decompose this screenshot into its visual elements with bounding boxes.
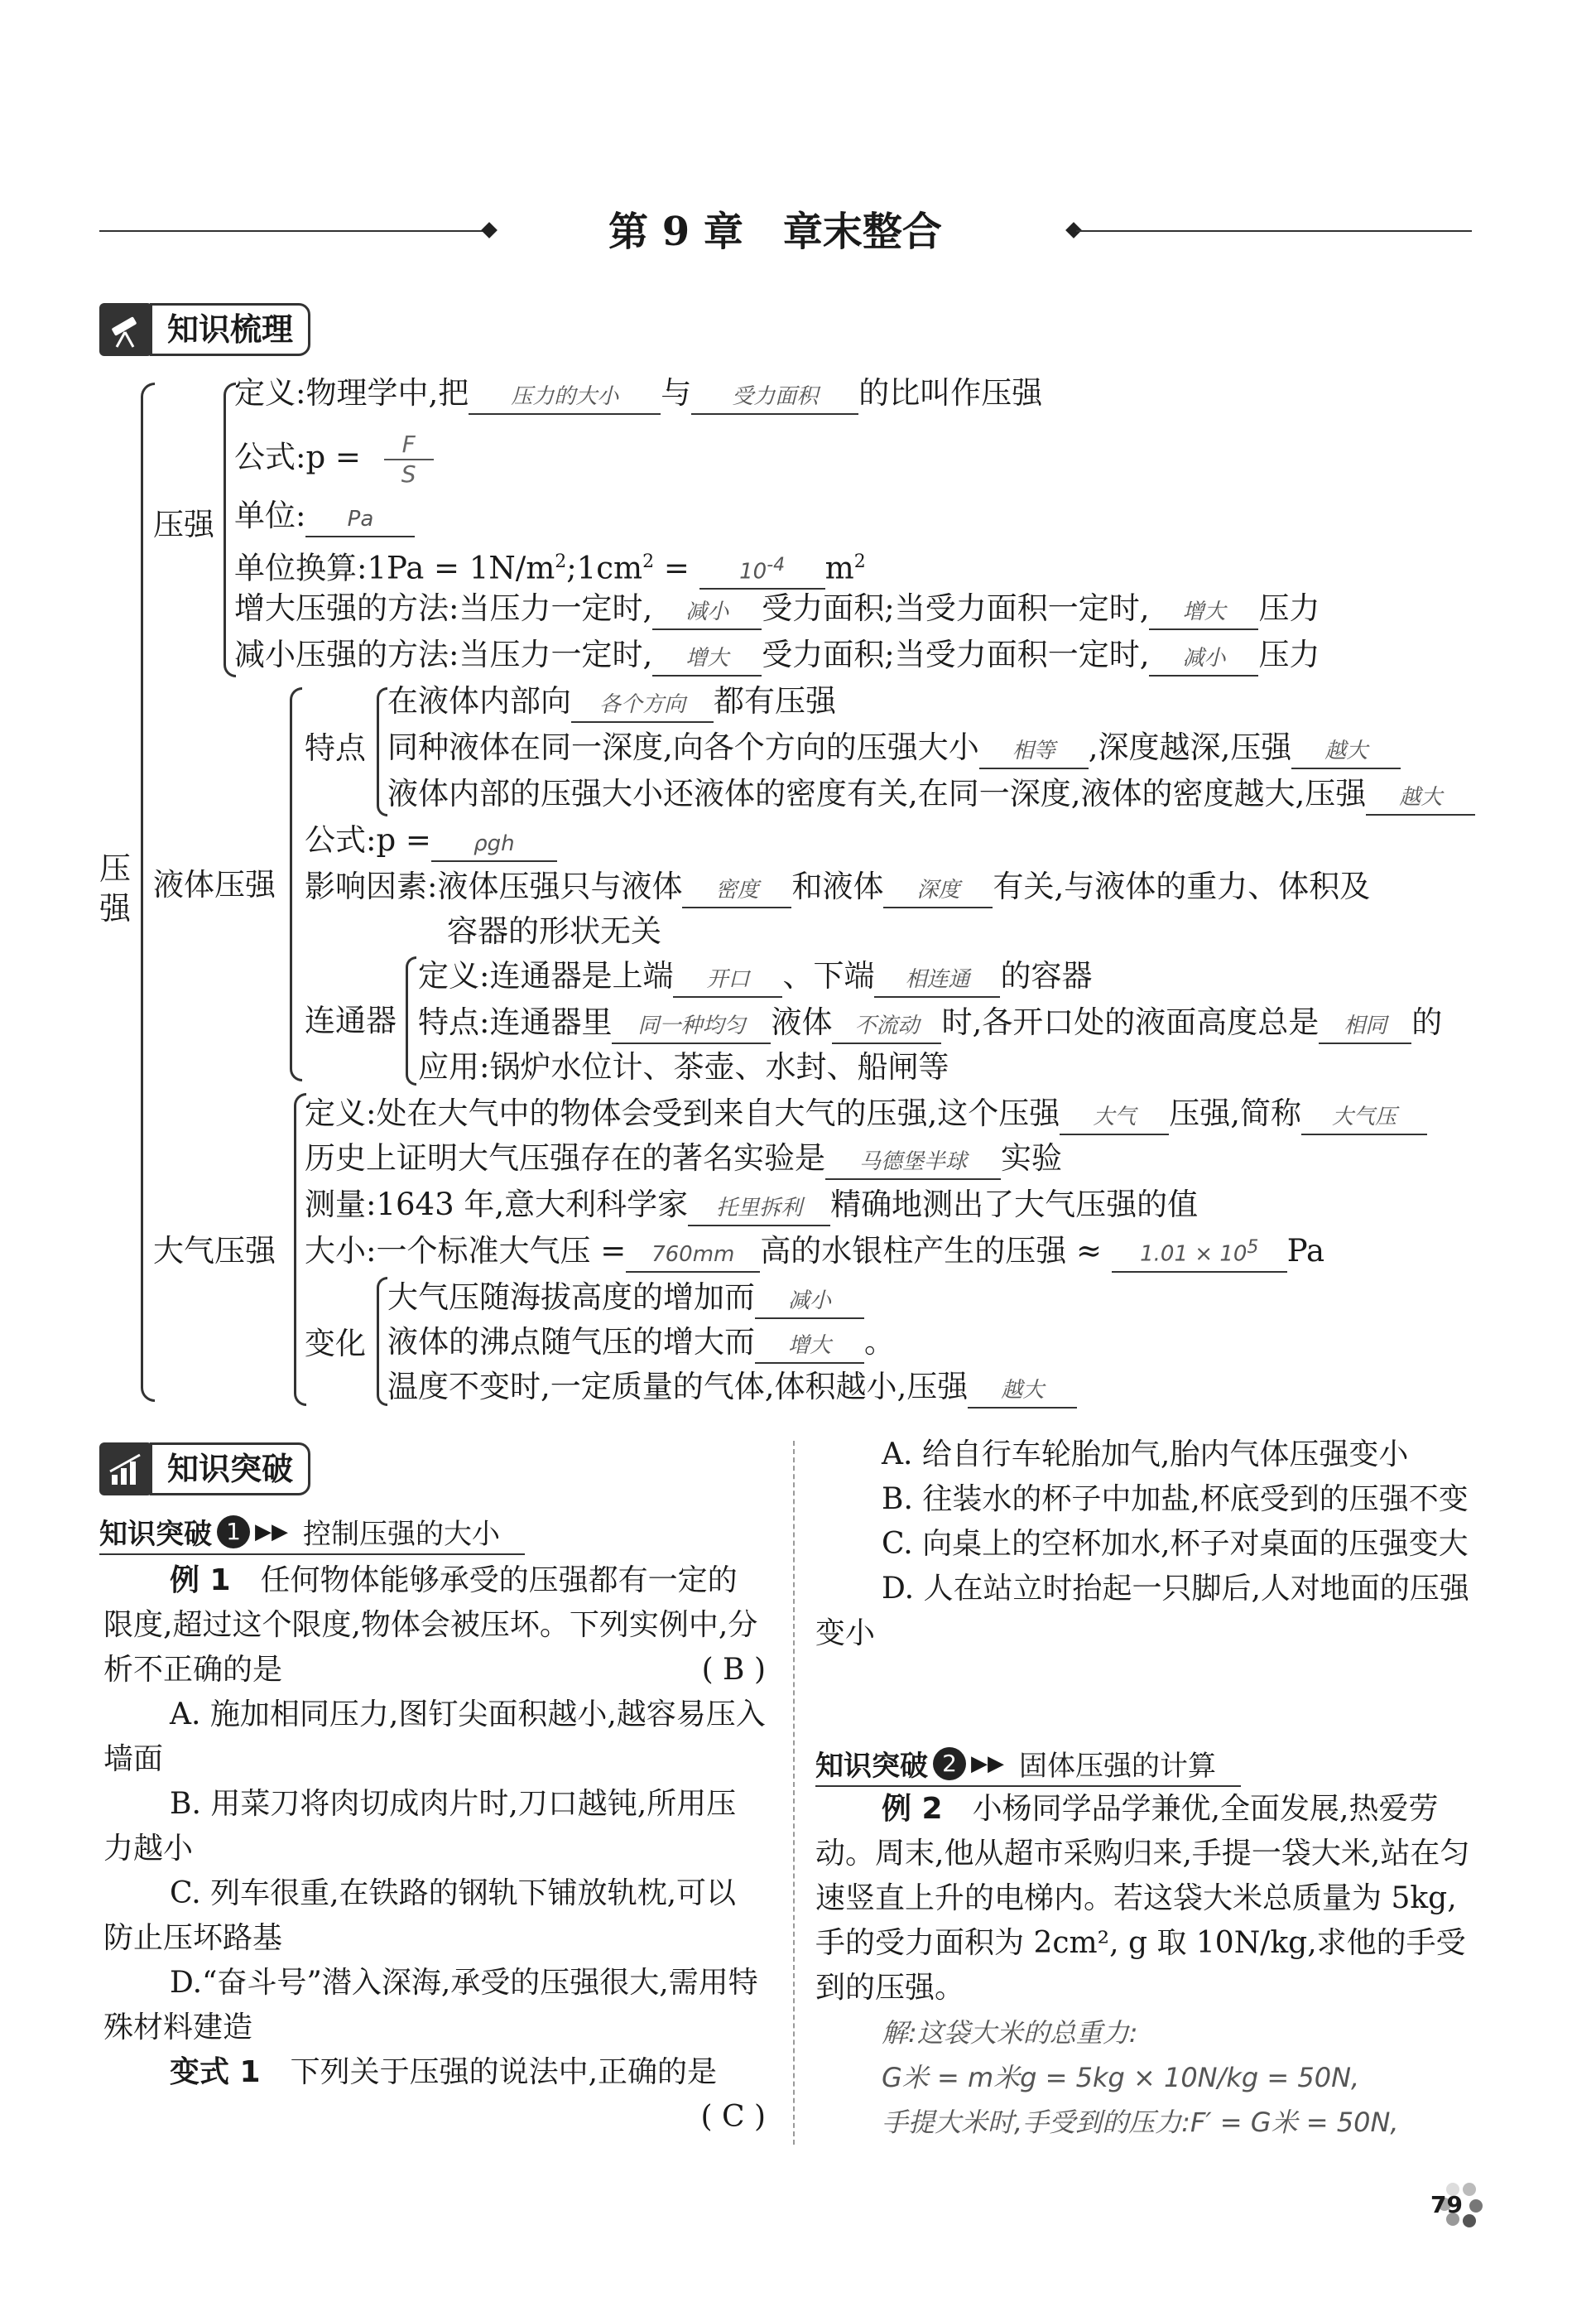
number-badge: 2: [933, 1747, 966, 1780]
blank: 减小: [1149, 642, 1258, 677]
blank: 各个方向: [571, 688, 714, 723]
blank: 相同: [1319, 1009, 1411, 1044]
blank: 深度: [883, 874, 993, 908]
page-title: 第 9 章 章末整合: [608, 209, 942, 255]
pressure-unit: 单位: Pa: [234, 494, 415, 538]
brace-vessel: [406, 956, 416, 1086]
vessel-def: 定义:连通器是上端 开口 、下端 相连通 的容器: [418, 954, 1092, 999]
feature-label: 特点: [305, 730, 366, 766]
liquid-feature-3: 液体内部的压强大小还液体的密度有关,在同一深度,液体的密度越大,压强 越大: [387, 772, 1475, 816]
liquid-feature-2: 同种液体在同一深度,向各个方向的压强大小 相等 ,深度越深,压强 越大: [387, 725, 1401, 770]
liquid-factor: 影响因素:液体压强只与液体 密度 和液体 深度 有关,与液体的重力、体积及: [305, 864, 1370, 909]
option-c: C. 列车很重,在铁路的钢轨下铺放轨枕,可以防止压坏路基: [103, 1876, 737, 1955]
example-1: 例 1 任何物体能够承受的压强都有一定的限度,超过这个限度,物体会被压坏。下列实例中,分析不正确的是 ( B ) A. 施加相同压力,图钉尖面积越小,越容易压入墙面 B. 用菜刀将肉切成肉片时,刀口越钝,所用压力越小 C. 列车很重,在铁路的钢轨下铺放轨枕,可以防止压坏路基 D.“奋斗号”潜入深海,承受的压强很大,需用特殊材料建造 变式 1 下列关于压强的说法中,正确的是 ( C ): [103, 1558, 766, 2140]
double-arrow-icon: ▶▶: [255, 1519, 288, 1544]
atm-change-3: 温度不变时,一定质量的气体,体积越小,压强 越大: [387, 1365, 1077, 1409]
solution-line-3: 手提大米时,手受到的压力:F′ = G米 = 50N,: [882, 2107, 1399, 2138]
liquid-factor-cont: 容器的形状无关: [447, 913, 661, 949]
blank: 托里拆利: [688, 1192, 830, 1226]
atm-change-2: 液体的沸点随气压的增大而 增大 。: [387, 1320, 895, 1365]
solution-line-2: G米 = m米g = 5kg × 10N/kg = 50N,: [882, 2062, 1360, 2093]
vessel-application: 应用:锅炉水位计、茶壶、水封、船闸等: [418, 1049, 949, 1085]
blank: 增大: [1149, 595, 1258, 630]
brace-change: [377, 1277, 387, 1406]
knowledge-point-2: 知识突破 2 ▶▶ 固体压强的计算: [815, 1743, 1241, 1787]
blank: Pa: [305, 503, 415, 537]
section-badge-knowledge-summary: [99, 303, 310, 356]
brace-liquid: [290, 687, 302, 1081]
atm-change-1: 大气压随海拔高度的增加而 减小: [387, 1275, 864, 1320]
variant-1-options: [815, 1433, 1478, 1656]
diamond-left-icon: [481, 222, 498, 238]
header-rule-right: [1076, 230, 1472, 232]
formula-numerator: F: [384, 431, 434, 460]
atm-def: 定义:处在大气中的物体会受到来自大气的压强,这个压强 大气 压强,简称 大气压: [305, 1091, 1427, 1136]
pressure-conv: 单位换算:1Pa = $1N/m^2;1cm^2 = 10^{-4}$ $m^2$: [234, 540, 866, 590]
pressure-label: 压强: [153, 507, 214, 542]
tree-root-label: 压强: [99, 850, 132, 927]
option-b: B. 往装水的杯子中加盐,杯底受到的压强不变: [882, 1482, 1469, 1516]
bar-chart-icon: [99, 1442, 152, 1495]
atm-measure: 测量:1643 年,意大利科学家 托里拆利 精确地测出了大气压强的值: [305, 1182, 1198, 1227]
blank: 密度: [682, 874, 791, 908]
atm-history: 历史上证明大气压强存在的著名实验是 马德堡半球 实验: [305, 1136, 1062, 1181]
double-arrow-icon: ▶▶: [971, 1750, 1004, 1776]
knowledge-point-1: 知识突破 1 ▶▶ 控制压强的大小: [99, 1511, 525, 1555]
blank: 大气压: [1301, 1100, 1427, 1135]
answer: ( B ): [701, 1653, 766, 1687]
option-d: D. 人在站立时抬起一只脚后,人对地面的压强变小: [815, 1572, 1469, 1650]
blank: 大气: [1060, 1100, 1169, 1135]
atm-label: 大气压强: [153, 1233, 276, 1269]
blank: 开口: [673, 963, 782, 998]
pressure-increase: 增大压强的方法:当压力一定时, 减小 受力面积;当受力面积一定时, 增大 压力: [234, 586, 1320, 631]
change-label: 变化: [305, 1326, 366, 1361]
option-d: D.“奋斗号”潜入深海,承受的压强很大,需用特殊材料建造: [103, 1966, 758, 2044]
option-c: C. 向桌上的空杯加水,杯子对桌面的压强变大: [882, 1527, 1469, 1561]
formula-denominator: S: [401, 460, 416, 488]
blank: 相连通: [874, 963, 1000, 998]
option-b: B. 用菜刀将肉切成肉片时,刀口越钝,所用压力越小: [103, 1787, 737, 1866]
atm-size: 大小:一个标准大气压 = 760mm 高的水银柱产生的压强 ≈ $1.01 \times 10^5$ Pa: [305, 1229, 1324, 1274]
column-divider: [793, 1441, 795, 2145]
blank: 受力面积: [691, 380, 858, 415]
blank: 增大: [755, 1329, 864, 1364]
blank: 相等: [979, 734, 1089, 769]
blank: 减小: [755, 1284, 864, 1319]
pressure-formula: 公式:p = $\frac{F}{S}$: [234, 431, 434, 489]
section-label: 知识梳理: [150, 303, 310, 356]
liquid-feature-1: 在液体内部向 各个方向 都有压强: [387, 679, 836, 724]
blank: $10^{-4}$: [699, 549, 825, 590]
number-badge: 1: [217, 1515, 250, 1548]
blank: 压力的大小: [469, 380, 661, 415]
option-a: A. 给自行车轮胎加气,胎内气体压强变小: [882, 1437, 1409, 1471]
blank: 越大: [1291, 734, 1401, 769]
answer: ( C ): [700, 2100, 766, 2134]
pressure-decrease: 减小压强的方法:当压力一定时, 增大 受力面积;当受力面积一定时, 减小 压力: [234, 633, 1320, 677]
option-a: A. 施加相同压力,图钉尖面积越小,越容易压入墙面: [103, 1697, 766, 1776]
blank: 越大: [968, 1374, 1077, 1409]
blank: ρgh: [431, 827, 557, 862]
section-badge-knowledge-breakthrough: [99, 1442, 310, 1495]
blank: $1.01 \times 10^5$: [1112, 1231, 1287, 1273]
example-2: 例 2 小杨同学品学兼优,全面发展,热爱劳动。周末,他从超市采购归来,手提一袋大米,站在匀速竖直上升的电梯内。若这袋大米总质量为 5kg,手的受力面积为 2cm², g 取 10N/kg,求他的手受到的压强。 解:这袋大米的总重力: G米 = m米g = 5kg × 10N/kg = 50N, 手提大米时,手受到的压力:F′ = G米 = 50N,: [815, 1787, 1478, 2145]
blank: 760mm: [626, 1238, 760, 1273]
blank: 马德堡半球: [825, 1145, 1001, 1180]
solution-line-1: 解:这袋大米的总重力:: [882, 2017, 1138, 2049]
telescope-icon: [99, 303, 152, 356]
page-number: 79: [1430, 2191, 1463, 2218]
blank: 增大: [652, 642, 762, 677]
blank: 越大: [1366, 781, 1475, 816]
blank: 减小: [652, 595, 762, 630]
vessel-feature: 特点:连通器里 同一种均匀 液体 不流动 时,各开口处的液面高度总是 相同 的: [418, 1000, 1442, 1045]
pressure-def: 定义:物理学中,把 压力的大小 与 受力面积 的比叫作压强: [234, 371, 1042, 416]
section-label: 知识突破: [150, 1442, 310, 1495]
header-rule-left: [99, 230, 488, 232]
brace-features: [377, 687, 387, 816]
blank: 同一种均匀: [612, 1009, 771, 1044]
blank: 不流动: [832, 1009, 941, 1044]
liquid-label: 液体压强: [153, 867, 276, 903]
vessel-label: 连通器: [305, 1003, 397, 1038]
liquid-formula: 公式:p = ρgh: [305, 818, 557, 863]
